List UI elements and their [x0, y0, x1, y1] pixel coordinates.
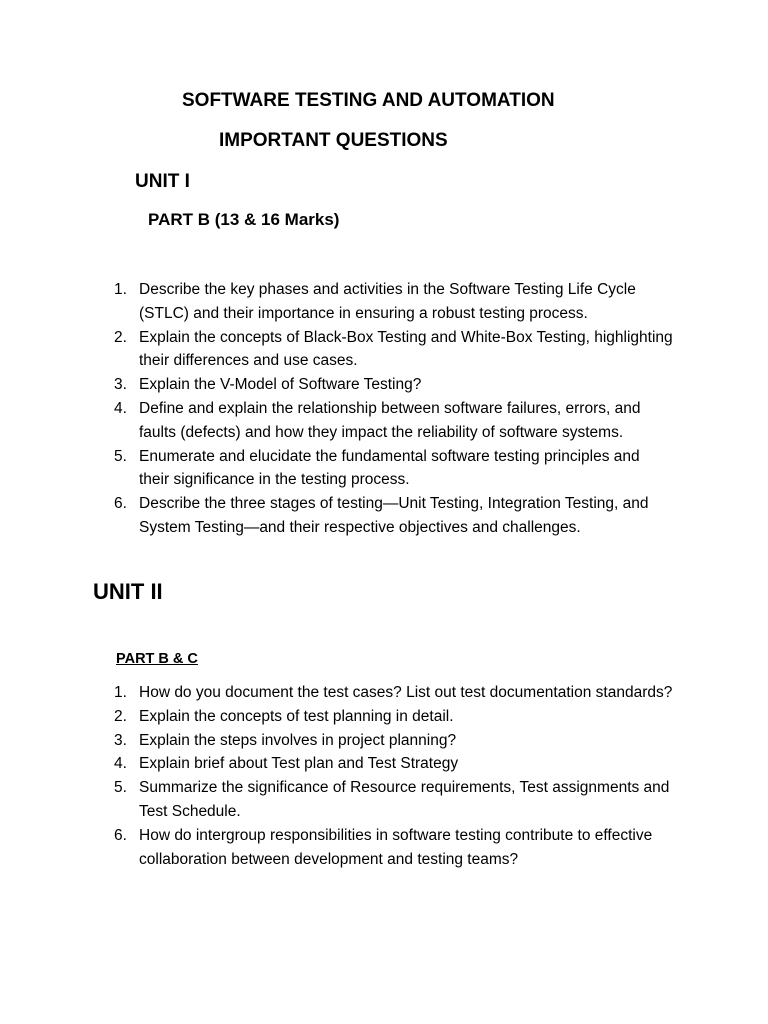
question-text: Explain brief about Test plan and Test Strategy: [139, 755, 459, 773]
question-number: 6.: [114, 826, 127, 844]
question-text: Explain the V-Model of Software Testing?: [139, 376, 422, 394]
list-item: [114, 752, 674, 776]
question-text: Summarize the significance of Resource requirements, Test assignments and Test Schedule.: [139, 779, 670, 820]
question-number: 2.: [114, 328, 127, 346]
document-subtitle: IMPORTANT QUESTIONS: [219, 130, 448, 151]
question-number: 2.: [114, 707, 127, 725]
question-text: Explain the concepts of test planning in detail.: [139, 707, 454, 725]
question-number: 6.: [114, 495, 127, 513]
question-number: 4.: [114, 399, 127, 417]
question-number: 1.: [114, 281, 127, 298]
unit-1-question-list: [114, 278, 674, 540]
question-text: Describe the three stages of testing—Unit Testing, Integration Testing, and System Testing—and their respective objectives and challenges.: [139, 495, 649, 536]
question-number: 3.: [114, 731, 127, 749]
list-item: [114, 824, 674, 872]
unit-1-part-heading: PART B (13 & 16 Marks): [148, 210, 340, 229]
unit-2-question-list: [114, 681, 674, 871]
question-text: How do you document the test cases? List out test documentation standards?: [139, 684, 673, 701]
question-text: How do intergroup responsibilities in software testing contribute to effective collaboration between development and testing teams?: [139, 826, 653, 868]
question-number: 5.: [114, 779, 127, 797]
list-item: [114, 397, 674, 445]
document-title: SOFTWARE TESTING AND AUTOMATION: [182, 90, 555, 111]
list-item: [114, 326, 674, 374]
question-text: Describe the key phases and activities in the Software Testing Life Cycle (STLC) and their importance in ensuring a robust testing process.: [139, 281, 636, 322]
question-number: 4.: [114, 755, 127, 773]
question-text: Enumerate and elucidate the fundamental software testing principles and their significance in the testing process.: [139, 447, 640, 489]
unit-1-heading: UNIT I: [135, 171, 190, 192]
list-item: [114, 776, 674, 824]
unit-2-heading: UNIT II: [93, 579, 163, 604]
question-text: Define and explain the relationship between software failures, errors, and faults (defects) and how they impact the reliability of software systems.: [139, 399, 641, 441]
list-item: [114, 705, 674, 729]
list-item: [114, 278, 674, 326]
question-text: Explain the steps involves in project planning?: [139, 731, 457, 749]
list-item: [114, 492, 674, 540]
question-number: 3.: [114, 376, 127, 394]
list-item: [114, 373, 674, 397]
list-item: [114, 681, 674, 705]
unit-2-part-heading: PART B & C: [116, 651, 198, 667]
question-number: 1.: [114, 684, 127, 701]
question-text: Explain the concepts of Black-Box Testing and White-Box Testing, highlighting their differences and use cases.: [139, 328, 673, 370]
list-item: [114, 445, 674, 493]
list-item: [114, 729, 674, 753]
question-number: 5.: [114, 447, 127, 465]
